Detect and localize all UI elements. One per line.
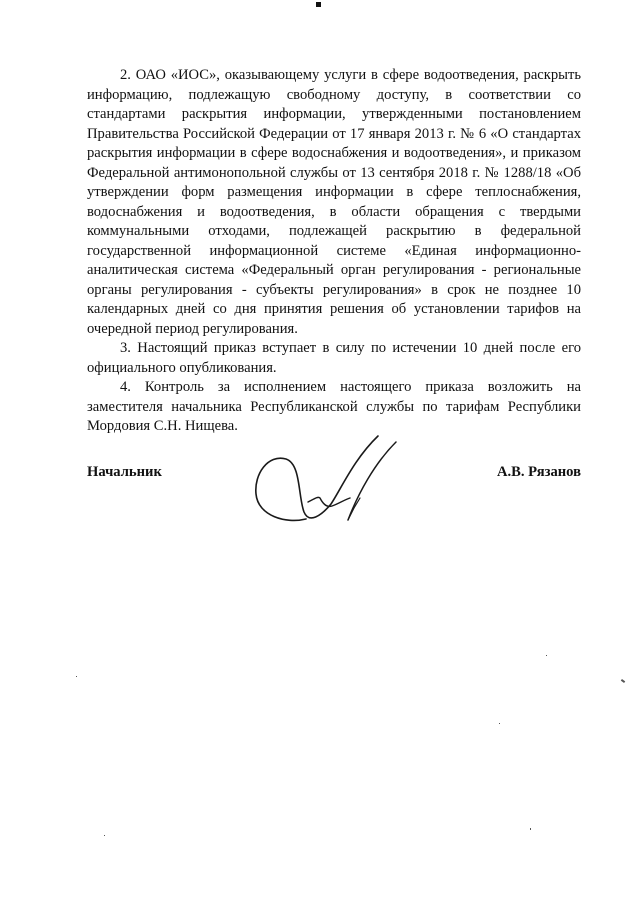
scan-speck (546, 655, 547, 656)
scan-speck (499, 723, 500, 724)
handwritten-signature (246, 424, 416, 554)
scan-mark (316, 2, 321, 7)
scan-speck (530, 828, 531, 830)
signatory-name: А.В. Рязанов (496, 464, 581, 480)
scan-speck (76, 676, 77, 677)
signatory-title: Начальник (87, 464, 162, 480)
scan-speck (621, 679, 625, 683)
scan-speck (104, 835, 105, 836)
paragraph-3: 3. Настоящий приказ вступает в силу по истечении 10 дней после его официального опубликования. (87, 340, 581, 376)
document-body (87, 66, 581, 437)
paragraph-2: 2. ОАО «ИОС», оказывающему услуги в сфере водоотведения, раскрыть информацию, подлежащую свободному доступу, в соответствии со стандартами раскрытия информации, утвержденными постановлением Правительства Российской Федерации от 17 января 2013 г. № 6 «О стандартах раскрытия информации в сфере водоснабжения и водоотведения», и приказом Федеральной антимонопольной службы от 13 сентября 2018 г. № 1288/18 «Об утверждении форм размещения информации в сфере теплоснабжения, водоснабжения и водоотведения, в области обращения с твердыми коммунальными отходами, подлежащей раскрытию в федеральной государственной информационной системе «Единая информационно-аналитическая система «Федеральный орган регулирования - региональные органы регулирования - субъекты регулирования» в срок не позднее 10 календарных дней со дня принятия решения об установлении тарифов на очередной период регулирования. (87, 67, 581, 337)
paragraph-4: 4. Контроль за исполнением настоящего приказа возложить на заместителя начальника Республиканской службы по тарифам Республики Мордовия С.Н. Нищева. (87, 379, 581, 434)
